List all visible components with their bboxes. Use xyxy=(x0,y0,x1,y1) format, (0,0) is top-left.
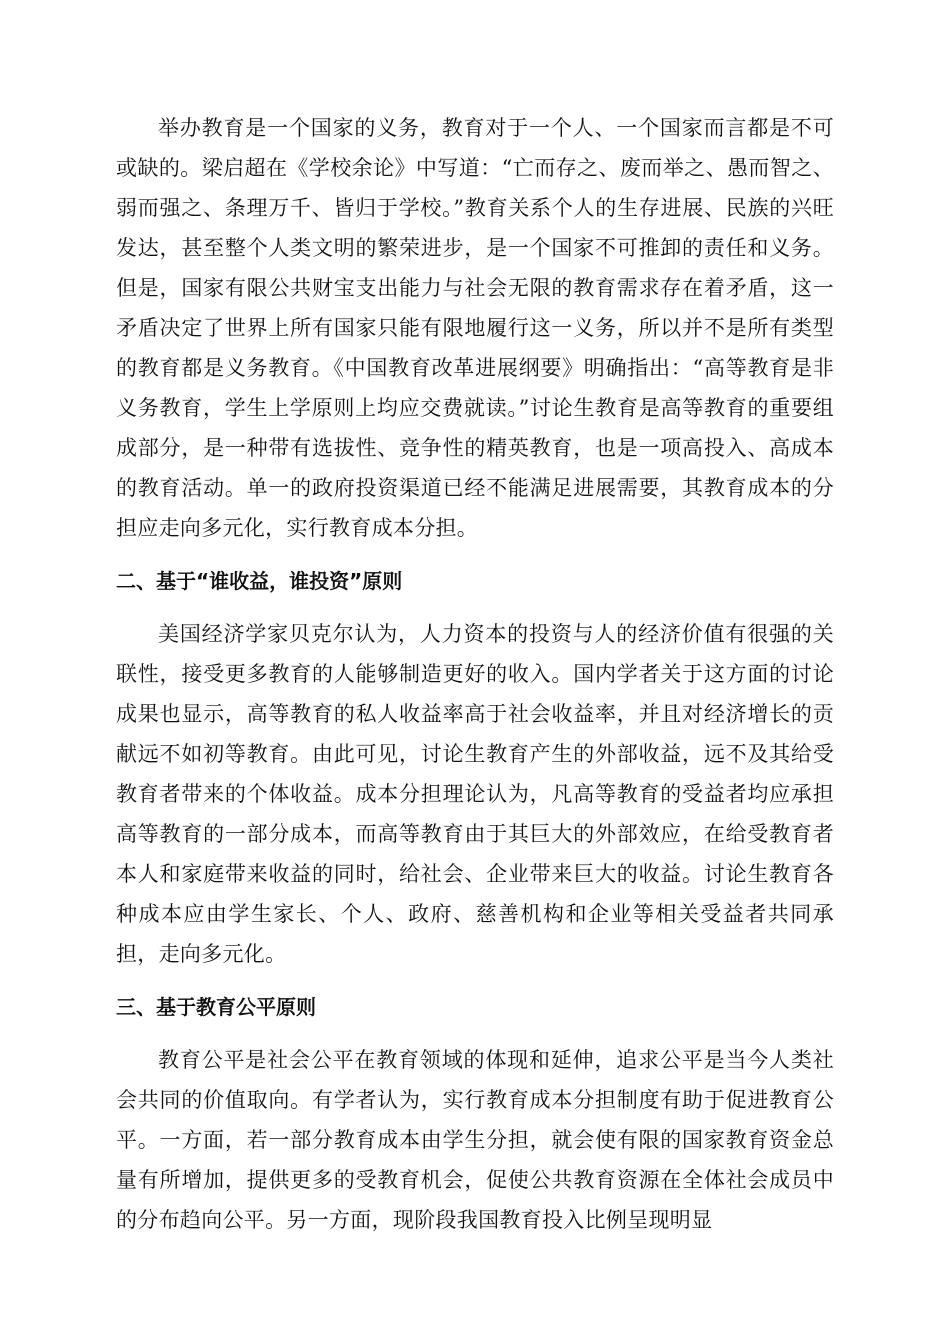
section-heading-beneficiary-pays: 二、基于“谁收益，谁投资”原则 xyxy=(116,569,403,593)
paragraph-education-obligation: 举办教育是一个国家的义务，教育对于一个人、一个国家而言都是不可或缺的。梁启超在《学校余论》中写道：“亡而存之、废而举之、愚而智之、弱而强之、条理万千、皆归于学校。”教育关系个人的生存进展、民族的兴旺发达，甚至整个人类文明的繁荣进步，是一个国家不可推卸的责任和义务。但是，国家有限公共财宝支出能力与社会无限的教育需求存在着矛盾，这一矛盾决定了世界上所有国家只能有限地履行这一义务，所以并不是所有类型的教育都是义务教育。《中国教育改革进展纲要》明确指出：“高等教育是非义务教育，学生上学原则上均应交费就读。”讨论生教育是高等教育的重要组成部分，是一种带有选拔性、竞争性的精英教育，也是一项高投入、高成本的教育活动。单一的政府投资渠道已经不能满足进展需要，其教育成本的分担应走向多元化，实行教育成本分担。 xyxy=(116,116,834,540)
paragraph-education-equity: 教育公平是社会公平在教育领域的体现和延伸，追求公平是当今人类社会共同的价值取向。有学者认为，实行教育成本分担制度有助于促进教育公平。一方面，若一部分教育成本由学生分担，就会使有限的国家教育资金总量有所增加，提供更多的受教育机会，促使公共教育资源在全体社会成员中的分布趋向公平。另一方面，现阶段我国教育投入比例呈现明显 xyxy=(116,1048,834,1232)
document-body xyxy=(116,108,834,1240)
section-heading-education-equity: 三、基于教育公平原则 xyxy=(116,995,316,1019)
paragraph-human-capital: 美国经济学家贝克尔认为，人力资本的投资与人的经济价值有很强的关联性，接受更多教育的人能够制造更好的收入。国内学者关于这方面的讨论成果也显示，高等教育的私人收益率高于社会收益率，并且对经济增长的贡献远不如初等教育。由此可见，讨论生教育产生的外部收益，远不及其给受教育者带来的个体收益。成本分担理论认为，凡高等教育的受益者均应承担高等教育的一部分成本，而高等教育由于其巨大的外部效应，在给受教育者本人和家庭带来收益的同时，给社会、企业带来巨大的收益。讨论生教育各种成本应由学生家长、个人、政府、慈善机构和企业等相关受益者共同承担，走向多元化。 xyxy=(116,622,834,966)
